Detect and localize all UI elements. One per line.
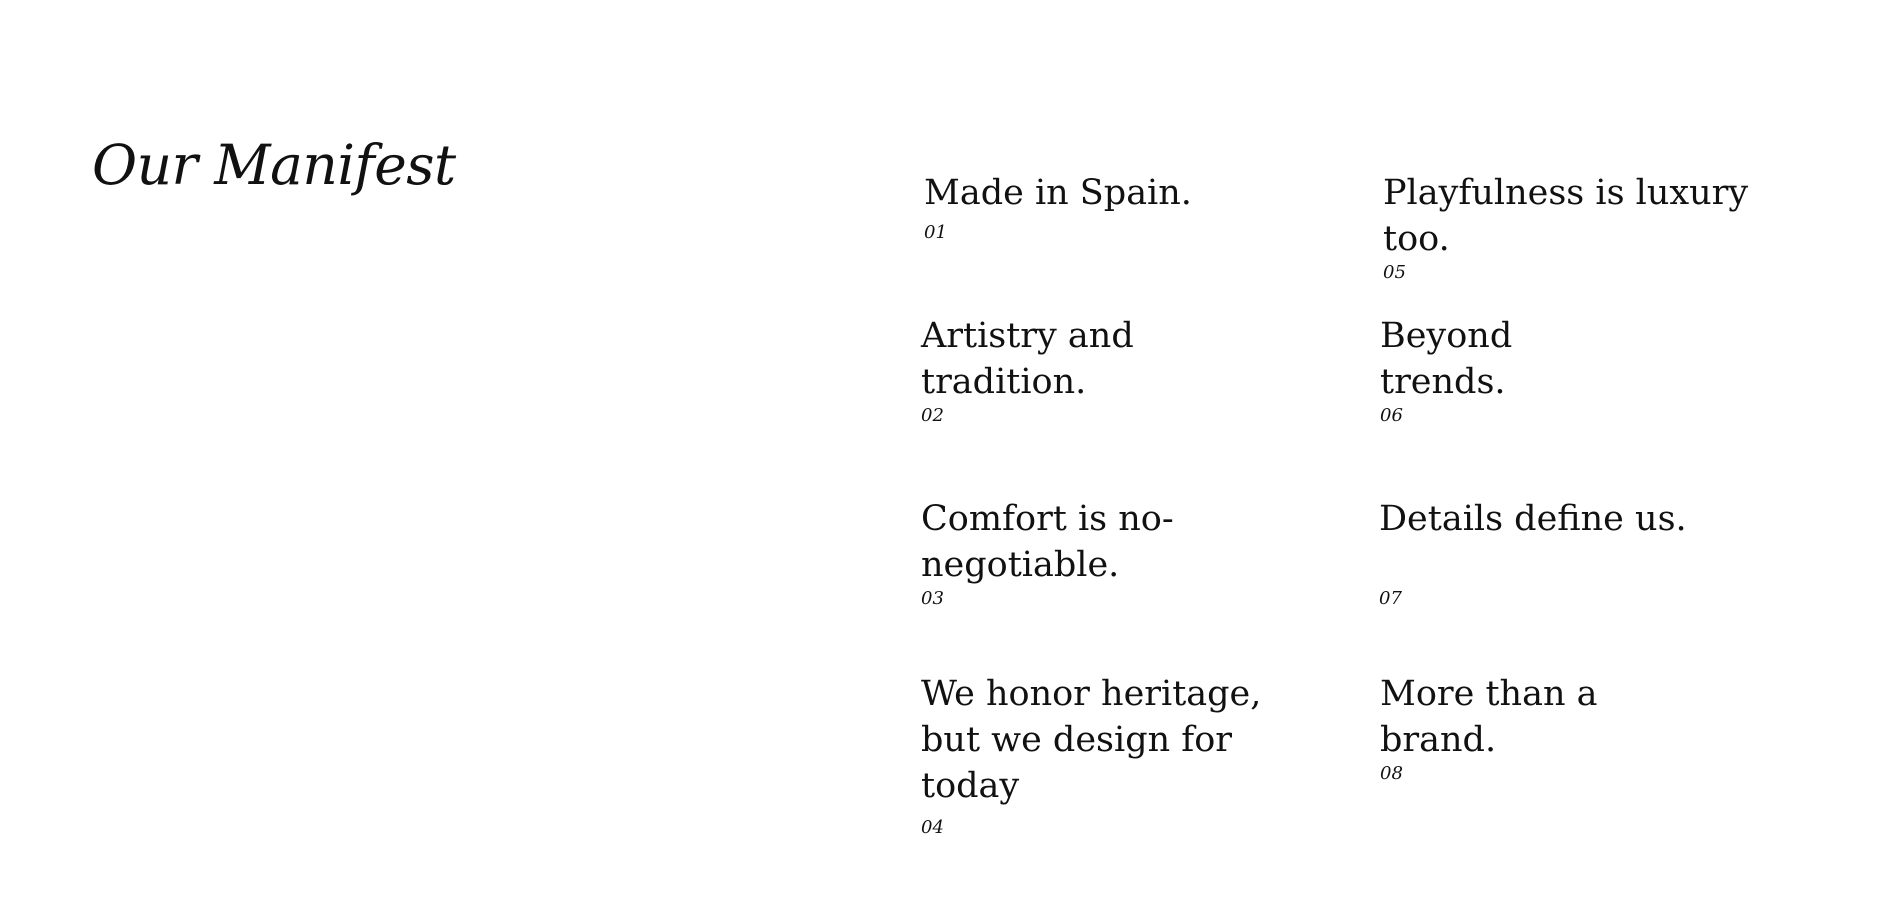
manifest-item-number: 06 <box>1380 405 1403 426</box>
manifest-item-number: 02 <box>921 405 944 426</box>
manifest-item-04 <box>921 671 1266 839</box>
manifest-item-text: Comfort is no-negotiable. <box>921 499 1174 585</box>
manifest-item-03 <box>921 496 1191 610</box>
manifest-item-number: 03 <box>921 588 944 609</box>
manifest-item-07 <box>1379 496 1739 610</box>
manifest-item-text: We honor heritage, but we design for today <box>921 674 1262 806</box>
manifest-item-01 <box>924 170 1244 244</box>
manifest-item-text: Details define us. <box>1379 499 1687 539</box>
manifest-item-text: Artistry and tradition. <box>921 316 1134 402</box>
manifest-item-08 <box>1380 671 1610 785</box>
manifest-item-text: More than a brand. <box>1380 674 1598 760</box>
manifest-item-text: Playfulness is luxury too. <box>1383 173 1749 259</box>
manifest-item-number: 01 <box>924 222 947 243</box>
manifest-item-number: 05 <box>1383 262 1406 283</box>
manifest-item-text: Made in Spain. <box>924 173 1192 213</box>
manifest-item-number: 04 <box>921 817 944 838</box>
manifest-item-05 <box>1383 170 1758 284</box>
manifest-item-number: 08 <box>1380 763 1403 784</box>
manifest-item-02 <box>921 313 1161 427</box>
manifest-item-06 <box>1380 313 1555 427</box>
page-title: Our Manifest <box>92 133 456 197</box>
manifest-item-text: Beyond trends. <box>1380 316 1513 402</box>
manifest-item-number: 07 <box>1379 588 1402 609</box>
